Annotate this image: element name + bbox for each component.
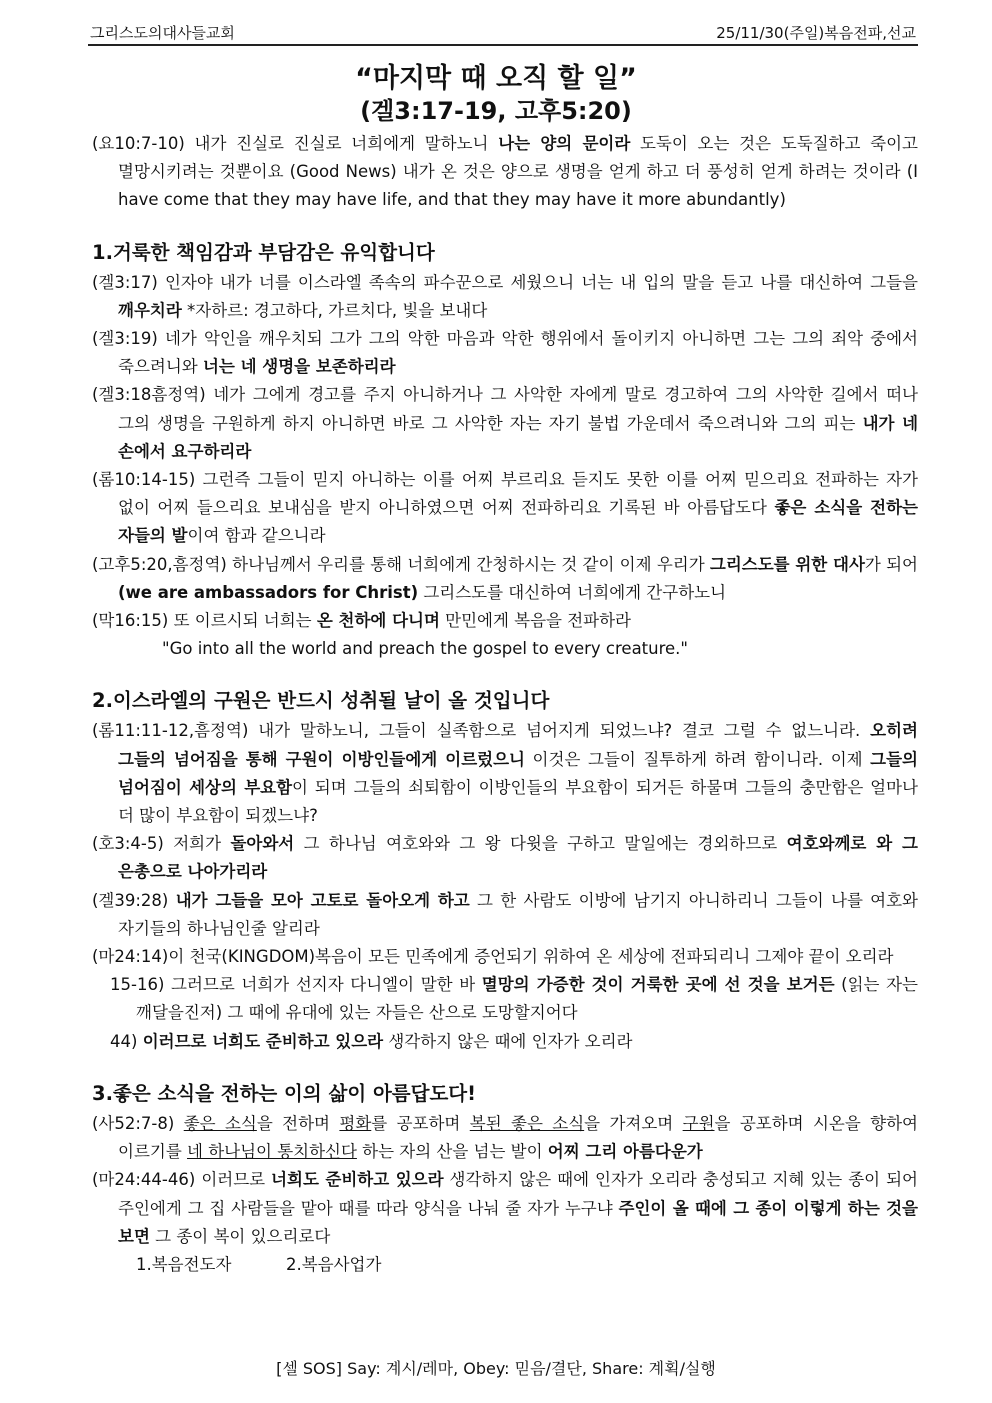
sermon-reference: (겔3:17-19, 고후5:20) bbox=[360, 97, 632, 125]
s3-list bbox=[92, 1251, 918, 1279]
s3-verse-1: (사52:7-8) 좋은 소식을 전하며 평화를 공포하며 복된 좋은 소식을 가져오며 구원을 공포하며 시온을 향하여 이르기를 네 하나님이 통치하신다 하는 자의 산을 넘는 발이 어찌 그리 아름다운가 bbox=[92, 1113, 918, 1162]
list-item: 2.복음사업가 bbox=[286, 1254, 382, 1274]
s2-verse-5: 15-16) 그러므로 너희가 선지자 다니엘이 말한 바 멸망의 가증한 것이 거룩한 곳에 선 것을 보거든 (읽는 자는 깨달을진저) 그 때에 유대에 있는 자들은 산으로 도망할지어다 bbox=[110, 975, 919, 1023]
page-header bbox=[88, 16, 918, 46]
s2-verse-2: (호3:4-5) 저희가 돌아와서 그 하나님 여호와와 그 왕 다윗을 구하고 말일에는 경외하므로 여호와께로 와 그 은총으로 나아가리라 bbox=[92, 834, 918, 882]
sermon-title: “마지막 때 오직 할 일” bbox=[355, 63, 637, 94]
intro-verse: (요10:7-10) 내가 진실로 진실로 너희에게 말하노니 나는 양의 문이라 도둑이 오는 것은 도둑질하고 죽이고 멸망시키려는 것뿐이요 (Good News) 내가 온 것은 양으로 생명을 얻게 하고 더 풍성히 얻게 하려는 것이라 (I have come that they may have life, and that they may have it more abundantly) bbox=[92, 134, 918, 210]
church-name: 그리스도의대사들교회 bbox=[90, 24, 235, 42]
s1-verse-5: (고후5:20,흠정역) 하나님께서 우리를 통해 너희에게 간청하시는 것 같이 이제 우리가 그리스도를 위한 대사가 되어 (we are ambassadors for Christ) 그리스도를 대신하여 너희에게 간구하노니 bbox=[92, 554, 918, 602]
footer-cell-sos: [셀 SOS] Say: 계시/레마, Obey: 믿음/결단, Share: 계획/실행 bbox=[276, 1359, 716, 1378]
s1-verse-6: (막16:15) 또 이르시되 너희는 온 천하에 다니며 만민에게 복음을 전파하라 bbox=[92, 611, 632, 631]
s1-verse-1: (겔3:17) 인자야 내가 너를 이스라엘 족속의 파수꾼으로 세웠으니 너는 내 입의 말을 듣고 나를 대신하여 그들을 깨우치라 *자하르: 경고하다, 가르치다, 빛을 보내다 bbox=[92, 272, 918, 320]
sermon-body bbox=[92, 130, 918, 1279]
s1-verse-2: (겔3:19) 네가 악인을 깨우치되 그가 그의 악한 마음과 악한 행위에서 돌이키지 아니하면 그는 그의 죄악 중에서 죽으려니와 너는 네 생명을 보존하리라 bbox=[92, 329, 918, 377]
sermon-date: 25/11/30(주일)복음전파,선교 bbox=[716, 24, 916, 42]
section-2-heading: 2.이스라엘의 구원은 반드시 성취될 날이 올 것입니다 bbox=[92, 689, 550, 713]
section-1-heading: 1.거룩한 책임감과 부담감은 유익합니다 bbox=[92, 240, 435, 264]
list-item: 1.복음전도자 bbox=[136, 1254, 232, 1274]
s1-verse-3: (겔3:18흠정역) 네가 그에게 경고를 주지 아니하거나 그 사악한 자에게 말로 경고하여 그의 사악한 길에서 떠나 그의 생명을 구원하게 하지 아니하면 바로 그 사악한 자는 자기 불법 가운데서 죽으려니와 그의 피는 내가 네 손에서 요구하리라 bbox=[92, 385, 919, 461]
s3-verse-2: (마24:44-46) 이러므로 너희도 준비하고 있으라 생각하지 않은 때에 인자가 오리라 충성되고 지혜 있는 종이 되어 주인에게 그 집 사람들을 맡아 때를 따라 양식을 나눠 줄 자가 누구냐 주인이 올 때에 그 종이 이렇게 하는 것을 보면 그 종이 복이 있으리로다 bbox=[92, 1170, 918, 1246]
s1-verse-4: (롬10:14-15) 그런즉 그들이 믿지 아니하는 이를 어찌 부르리요 듣지도 못한 이를 어찌 믿으리요 전파하는 자가 없이 어찌 들으리요 보내심을 받지 아니하였으면 어찌 전파하리요 기록된 바 아름답도다 좋은 소식을 전하는 자들의 발이여 함과 같으니라 bbox=[92, 470, 918, 546]
s2-verse-6: 44) 이러므로 너희도 준비하고 있으라 생각하지 않은 때에 인자가 오리라 bbox=[110, 1031, 633, 1051]
s1-verse-6-english: "Go into all the world and preach the gospel to every creature." bbox=[162, 639, 689, 659]
s2-verse-4: (마24:14)이 천국(KINGDOM)복음이 모든 민족에게 증언되기 위하여 온 세상에 전파되리니 그제야 끝이 오리라 bbox=[92, 947, 894, 967]
s2-verse-3: (겔39:28) 내가 그들을 모아 고토로 돌아오게 하고 그 한 사람도 이방에 남기지 아니하리니 그들이 나를 여호와 자기들의 하나님인줄 알리라 bbox=[92, 890, 918, 938]
s2-verse-1: (롬11:11-12,흠정역) 내가 말하노니, 그들이 실족함으로 넘어지게 되었느냐? 결코 그럴 수 없느니라. 오히려 그들의 넘어짐을 통해 구원이 이방인들에게 이르렀으니 이것은 그들이 질투하게 하려 함이니라. 이제 그들의 넘어짐이 세상의 부요함이 되며 그들의 쇠퇴함이 이방인들의 부요함이 되거든 하물며 그들의 충만함은 얼마나 더 많이 부요함이 되겠느냐? bbox=[92, 721, 918, 826]
section-3-heading: 3.좋은 소식을 전하는 이의 삶이 아름답도다! bbox=[92, 1081, 477, 1105]
